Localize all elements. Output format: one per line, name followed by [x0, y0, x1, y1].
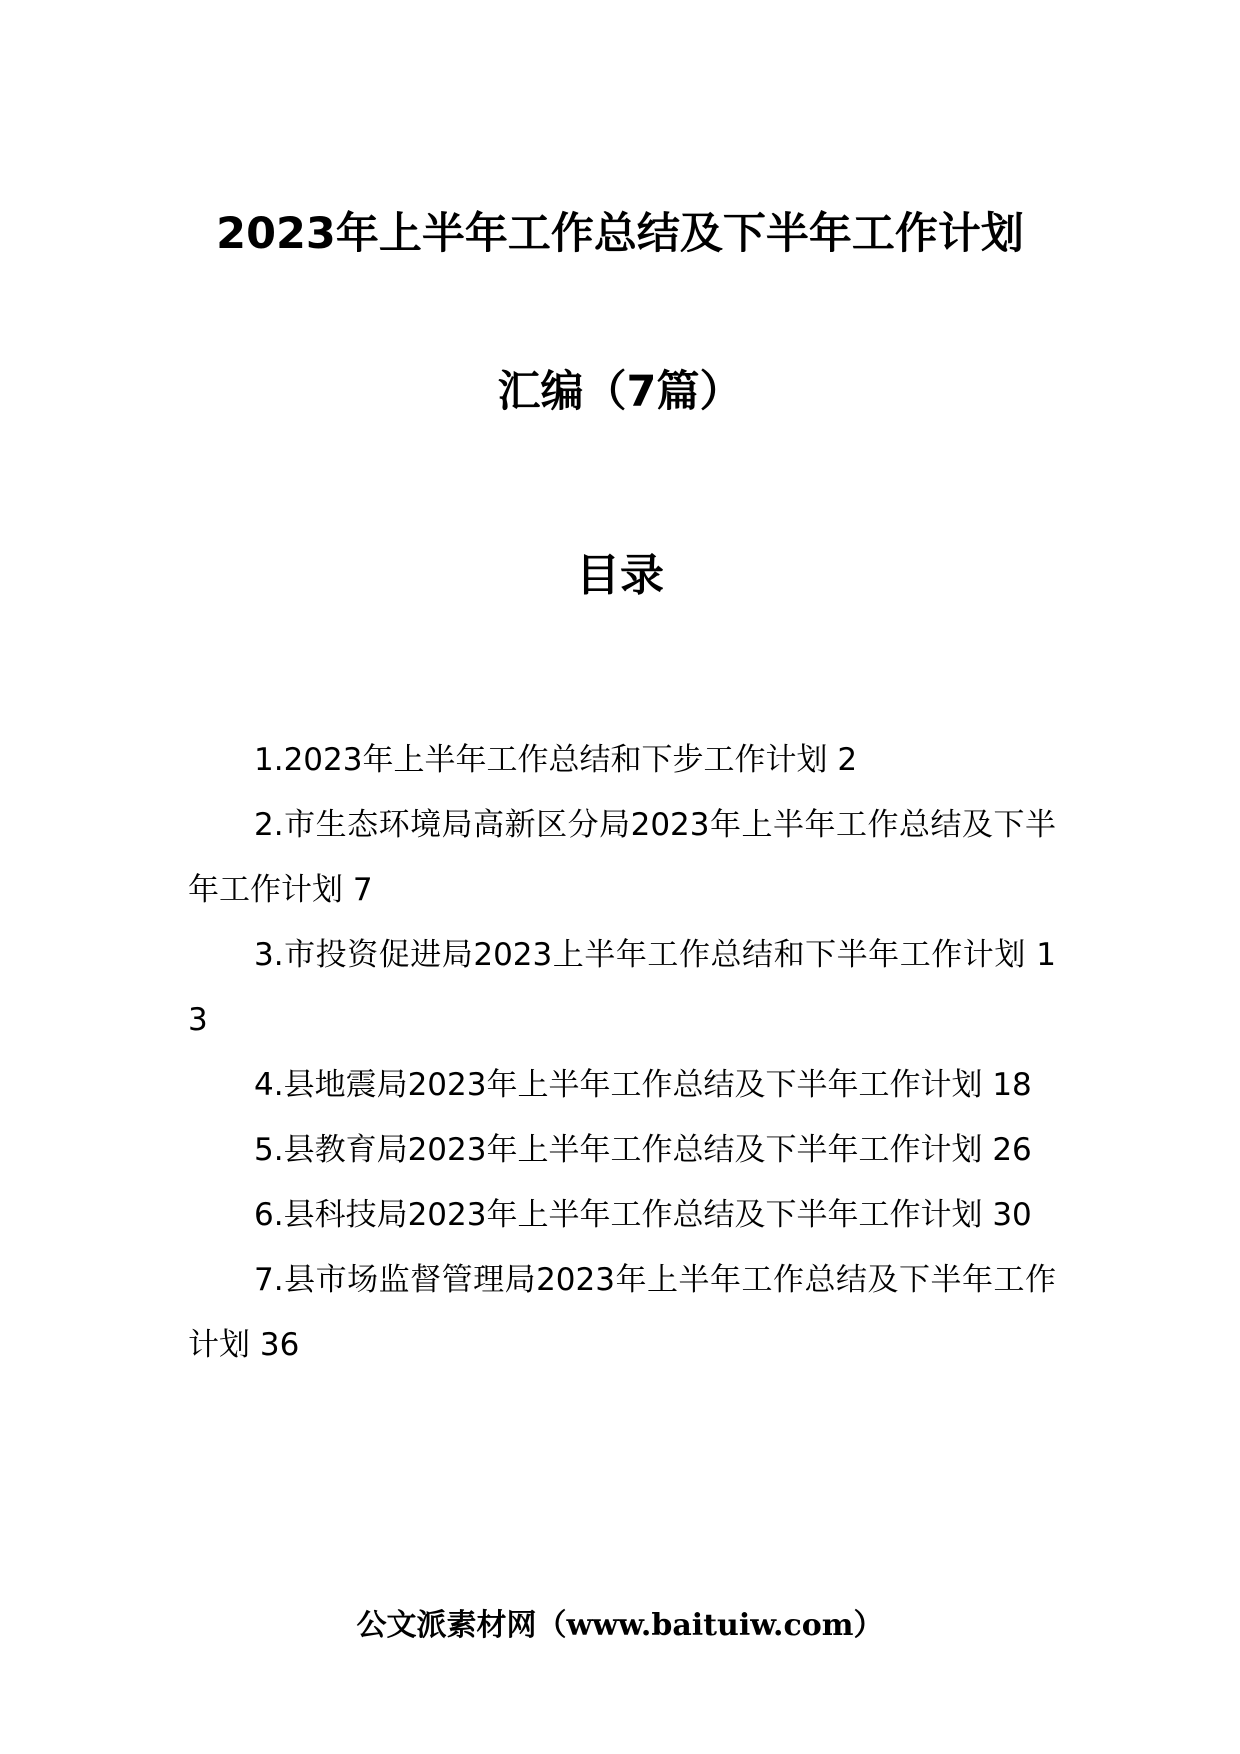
footer-source-text: 公文派素材网（www.baituiw.com） — [356, 1608, 884, 1643]
document-title-line-1: 2023年上半年工作总结及下半年工作计划 — [216, 209, 1024, 259]
toc-item-7[interactable]: 7.县市场监督管理局2023年上半年工作总结及下半年工作计划 36 — [188, 1262, 1056, 1363]
toc-item-4[interactable]: 4.县地震局2023年上半年工作总结及下半年工作计划 18 — [254, 1067, 1032, 1103]
table-of-contents — [188, 728, 1056, 1378]
toc-item-6[interactable]: 6.县科技局2023年上半年工作总结及下半年工作计划 30 — [254, 1197, 1032, 1233]
toc-heading: 目录 — [576, 550, 664, 601]
toc-item-3[interactable]: 3.市投资促进局2023上半年工作总结和下半年工作计划 13 — [188, 937, 1056, 1038]
document-title-line-2: 汇编（7篇） — [497, 367, 743, 417]
toc-item-2[interactable]: 2.市生态环境局高新区分局2023年上半年工作总结及下半年工作计划 7 — [188, 807, 1056, 908]
toc-item-1[interactable]: 1.2023年上半年工作总结和下步工作计划 2 — [254, 742, 858, 778]
toc-item-5[interactable]: 5.县教育局2023年上半年工作总结及下半年工作计划 26 — [254, 1132, 1032, 1168]
